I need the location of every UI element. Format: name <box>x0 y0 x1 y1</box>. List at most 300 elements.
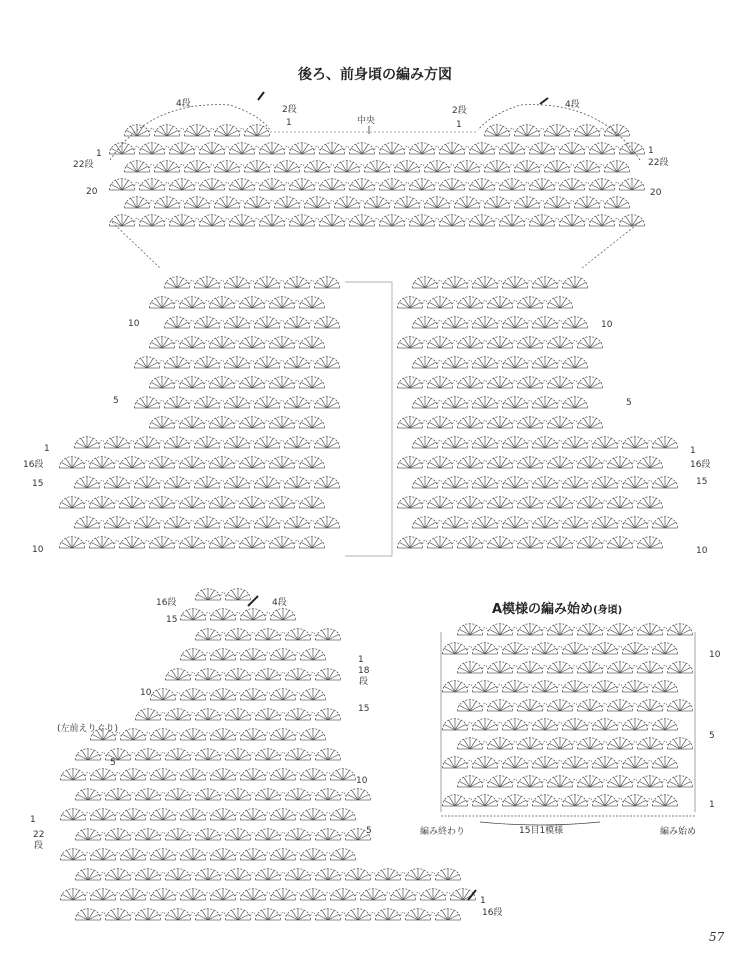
shell-stitch <box>577 337 602 348</box>
chain-stitch <box>130 520 135 524</box>
right-shoulder-arrow-marker <box>540 98 548 104</box>
shell-stitch <box>270 849 295 860</box>
chain-stitch <box>663 779 668 783</box>
shell-stitch <box>300 849 325 860</box>
chain-stitch <box>255 146 260 150</box>
chain-stitch <box>513 703 518 707</box>
chain-stitch <box>603 741 608 745</box>
shell-stitch <box>499 215 524 226</box>
shell-stitch <box>195 709 220 720</box>
chain-stitch <box>270 200 275 204</box>
chain-stitch <box>600 200 605 204</box>
shell-stitch <box>604 125 629 136</box>
chain-stitch <box>663 665 668 669</box>
shell-stitch <box>547 776 572 787</box>
chain-stitch <box>558 400 563 404</box>
shell-stitch <box>472 757 497 768</box>
shell-stitch <box>154 125 179 136</box>
shell-stitch <box>239 297 264 308</box>
chain-stitch <box>191 832 196 836</box>
chain-stitch <box>296 692 301 696</box>
chain-stitch <box>423 460 428 464</box>
chain-stitch <box>420 164 425 168</box>
chain-stitch <box>235 460 240 464</box>
shell-stitch <box>397 537 422 548</box>
shell-stitch <box>240 809 265 820</box>
shell-stitch <box>299 337 324 348</box>
shell-stitch <box>375 909 400 920</box>
shell-stitch <box>499 143 524 154</box>
chain-stitch <box>386 892 391 896</box>
shell-stitch <box>472 357 497 368</box>
chain-stitch <box>438 400 443 404</box>
shell-stitch <box>427 337 452 348</box>
chain-stitch <box>250 320 255 324</box>
chain-stitch <box>220 360 225 364</box>
shell-stitch <box>622 477 647 488</box>
shell-stitch <box>75 829 100 840</box>
chain-stitch <box>438 520 443 524</box>
shell-stitch <box>562 317 587 328</box>
pattern-a-title-note: (身頃) <box>593 605 623 616</box>
shell-stitch <box>179 497 204 508</box>
chain-stitch <box>438 360 443 364</box>
chain-stitch <box>206 812 211 816</box>
shell-stitch <box>457 662 482 673</box>
shell-stitch <box>562 719 587 730</box>
shell-stitch <box>502 277 527 288</box>
shell-stitch <box>547 738 572 749</box>
shell-stitch <box>577 377 602 388</box>
shell-stitch <box>124 197 149 208</box>
shell-stitch <box>379 179 404 190</box>
shell-stitch <box>345 909 370 920</box>
shell-stitch <box>652 517 677 528</box>
shell-stitch <box>652 681 677 692</box>
chain-stitch <box>558 798 563 802</box>
shell-stitch <box>225 829 250 840</box>
shell-stitch <box>169 179 194 190</box>
shell-stitch <box>214 125 239 136</box>
chain-stitch <box>195 218 200 222</box>
shell-stitch <box>199 179 224 190</box>
shell-stitch <box>439 143 464 154</box>
chain-stitch <box>161 752 166 756</box>
chain-stitch <box>250 480 255 484</box>
chain-stitch <box>401 912 406 916</box>
chain-stitch <box>210 200 215 204</box>
shell-stitch <box>109 143 134 154</box>
shell-stitch <box>544 161 569 172</box>
chain-stitch <box>250 520 255 524</box>
shell-stitch <box>154 161 179 172</box>
chain-stitch <box>453 540 458 544</box>
shell-stitch <box>390 889 415 900</box>
chain-stitch <box>265 420 270 424</box>
shell-stitch <box>135 789 160 800</box>
shell-stitch <box>300 729 325 740</box>
shell-stitch <box>439 179 464 190</box>
chain-stitch <box>573 779 578 783</box>
chain-stitch <box>435 146 440 150</box>
shell-stitch <box>319 215 344 226</box>
collar-row-10-right-label: 10 <box>356 776 368 786</box>
chain-stitch <box>266 692 271 696</box>
chain-stitch <box>453 340 458 344</box>
collar-row-16-bottom-label: 16段 <box>482 908 503 918</box>
right-row-5-label: 5 <box>626 398 632 408</box>
chain-stitch <box>588 480 593 484</box>
chain-stitch <box>251 792 256 796</box>
left-row-10-label: 10 <box>128 319 140 329</box>
shell-stitch <box>547 377 572 388</box>
chain-stitch <box>85 540 90 544</box>
shell-stitch <box>514 125 539 136</box>
chain-stitch <box>450 200 455 204</box>
chain-stitch <box>573 540 578 544</box>
chain-stitch <box>558 480 563 484</box>
chain-stitch <box>588 684 593 688</box>
shell-stitch <box>442 681 467 692</box>
chain-stitch <box>311 632 316 636</box>
shell-stitch <box>225 629 250 640</box>
shell-stitch <box>269 417 294 428</box>
shell-stitch <box>487 738 512 749</box>
shell-stitch <box>532 681 557 692</box>
chain-stitch <box>528 646 533 650</box>
collar-row-18-unit-label: 段 <box>359 677 369 687</box>
shell-stitch <box>334 161 359 172</box>
chain-stitch <box>648 760 653 764</box>
chain-stitch <box>101 912 106 916</box>
chain-stitch <box>240 200 245 204</box>
shell-stitch <box>315 669 340 680</box>
chain-stitch <box>250 280 255 284</box>
chain-stitch <box>145 500 150 504</box>
shell-stitch <box>199 143 224 154</box>
chain-stitch <box>296 852 301 856</box>
shell-stitch <box>484 161 509 172</box>
shell-stitch <box>379 143 404 154</box>
shell-stitch <box>120 889 145 900</box>
chain-stitch <box>235 420 240 424</box>
chain-stitch <box>161 872 166 876</box>
shell-stitch <box>457 624 482 635</box>
shell-stitch <box>532 719 557 730</box>
shell-stitch <box>239 457 264 468</box>
chain-stitch <box>543 540 548 544</box>
shell-stitch <box>469 143 494 154</box>
shell-stitch <box>269 337 294 348</box>
chain-stitch <box>528 440 533 444</box>
chain-stitch <box>205 540 210 544</box>
shell-stitch <box>239 337 264 348</box>
chain-stitch <box>210 164 215 168</box>
chain-stitch <box>648 480 653 484</box>
collar-row-18-label: 18 <box>358 666 370 676</box>
shell-stitch <box>652 477 677 488</box>
shell-stitch <box>180 809 205 820</box>
chain-stitch <box>446 892 451 896</box>
chain-stitch <box>220 320 225 324</box>
shell-stitch <box>412 437 437 448</box>
chain-stitch <box>528 684 533 688</box>
shell-stitch <box>577 738 602 749</box>
shell-stitch <box>397 337 422 348</box>
shell-stitch <box>517 776 542 787</box>
shell-stitch <box>180 849 205 860</box>
shell-stitch <box>150 729 175 740</box>
shell-stitch <box>412 357 437 368</box>
shell-stitch <box>105 829 130 840</box>
chain-stitch <box>195 146 200 150</box>
shell-stitch <box>194 397 219 408</box>
chain-stitch <box>528 480 533 484</box>
shell-stitch <box>150 769 175 780</box>
shell-stitch <box>397 417 422 428</box>
shell-stitch <box>604 197 629 208</box>
chain-stitch <box>483 540 488 544</box>
shell-stitch <box>285 749 310 760</box>
chain-stitch <box>573 627 578 631</box>
shell-stitch <box>270 729 295 740</box>
shell-stitch <box>105 869 130 880</box>
shell-stitch <box>299 497 324 508</box>
shell-stitch <box>300 649 325 660</box>
shell-stitch <box>289 143 314 154</box>
chain-stitch <box>281 752 286 756</box>
collar-row-15-right-label: 15 <box>358 704 370 714</box>
collar-row-10-left-label: 10 <box>140 688 152 698</box>
shell-stitch <box>209 297 234 308</box>
left-shoulder-arrow-marker <box>258 92 264 100</box>
chain-stitch <box>540 200 545 204</box>
shell-stitch <box>577 537 602 548</box>
chain-stitch <box>558 760 563 764</box>
shell-stitch <box>532 357 557 368</box>
chain-stitch <box>600 128 605 132</box>
shell-stitch <box>179 457 204 468</box>
shell-stitch <box>254 397 279 408</box>
shell-stitch <box>589 143 614 154</box>
chain-stitch <box>146 772 151 776</box>
chain-stitch <box>558 684 563 688</box>
shell-stitch <box>547 337 572 348</box>
chain-stitch <box>250 400 255 404</box>
shell-stitch <box>90 809 115 820</box>
chain-stitch <box>295 540 300 544</box>
shell-stitch <box>622 719 647 730</box>
chain-stitch <box>206 892 211 896</box>
shell-stitch <box>149 337 174 348</box>
shell-stitch <box>184 125 209 136</box>
chain-stitch <box>225 146 230 150</box>
chain-stitch <box>161 792 166 796</box>
page-number: 57 <box>709 930 725 944</box>
chain-stitch <box>146 732 151 736</box>
shell-stitch <box>210 689 235 700</box>
shell-stitch <box>59 457 84 468</box>
chain-stitch <box>495 218 500 222</box>
shell-stitch <box>397 497 422 508</box>
chain-stitch <box>618 798 623 802</box>
chain-stitch <box>221 712 226 716</box>
shell-stitch <box>562 681 587 692</box>
shell-stitch <box>637 700 662 711</box>
shell-stitch <box>304 161 329 172</box>
chain-stitch <box>390 200 395 204</box>
chain-stitch <box>236 772 241 776</box>
chain-stitch <box>498 722 503 726</box>
shell-stitch <box>577 662 602 673</box>
shell-stitch <box>330 769 355 780</box>
shell-stitch <box>149 497 174 508</box>
chain-stitch <box>296 772 301 776</box>
shell-stitch <box>487 497 512 508</box>
shell-stitch <box>255 909 280 920</box>
shell-stitch <box>619 215 644 226</box>
shell-stitch <box>544 125 569 136</box>
chain-stitch <box>513 540 518 544</box>
shell-stitch <box>255 749 280 760</box>
chain-stitch <box>375 182 380 186</box>
shell-stitch <box>487 537 512 548</box>
shell-stitch <box>285 789 310 800</box>
shell-stitch <box>149 457 174 468</box>
chain-stitch <box>468 798 473 802</box>
left-row-15-label: 15 <box>32 479 44 489</box>
shell-stitch <box>314 397 339 408</box>
chain-stitch <box>588 798 593 802</box>
shell-stitch <box>484 197 509 208</box>
chain-stitch <box>543 741 548 745</box>
shell-stitch <box>135 829 160 840</box>
chain-stitch <box>160 360 165 364</box>
shell-stitch <box>119 457 144 468</box>
chain-stitch <box>371 912 376 916</box>
chain-stitch <box>281 912 286 916</box>
chain-stitch <box>281 832 286 836</box>
chain-stitch <box>438 280 443 284</box>
shell-stitch <box>427 297 452 308</box>
shell-stitch <box>577 417 602 428</box>
chain-stitch <box>356 892 361 896</box>
chain-stitch <box>281 712 286 716</box>
shell-stitch <box>487 377 512 388</box>
shell-stitch <box>165 709 190 720</box>
shell-stitch <box>120 729 145 740</box>
shell-stitch <box>517 662 542 673</box>
chain-stitch <box>280 520 285 524</box>
shell-stitch <box>472 437 497 448</box>
shell-stitch <box>397 457 422 468</box>
shell-stitch <box>502 397 527 408</box>
chain-stitch <box>345 146 350 150</box>
chain-stitch <box>528 798 533 802</box>
shell-stitch <box>164 357 189 368</box>
shell-stitch <box>547 624 572 635</box>
shell-stitch <box>284 317 309 328</box>
shell-stitch <box>442 437 467 448</box>
chain-stitch <box>468 646 473 650</box>
shell-stitch <box>667 738 692 749</box>
chain-stitch <box>131 752 136 756</box>
chain-stitch <box>225 182 230 186</box>
shell-stitch <box>315 709 340 720</box>
chain-stitch <box>603 703 608 707</box>
chain-stitch <box>265 460 270 464</box>
chain-stitch <box>206 612 211 616</box>
shell-stitch <box>532 643 557 654</box>
shell-stitch <box>592 643 617 654</box>
chain-stitch <box>311 792 316 796</box>
chain-stitch <box>235 380 240 384</box>
chain-stitch <box>266 772 271 776</box>
shell-stitch <box>60 889 85 900</box>
left-row-1-low-label: 1 <box>44 444 50 454</box>
chain-stitch <box>498 798 503 802</box>
chain-stitch <box>498 360 503 364</box>
shell-stitch <box>304 197 329 208</box>
shell-stitch <box>135 869 160 880</box>
chain-stitch <box>180 200 185 204</box>
shell-stitch <box>349 215 374 226</box>
shell-stitch <box>334 197 359 208</box>
chain-stitch <box>250 360 255 364</box>
shell-stitch <box>562 517 587 528</box>
chain-stitch <box>540 164 545 168</box>
shell-stitch <box>75 789 100 800</box>
shell-stitch <box>225 789 250 800</box>
shell-stitch <box>442 757 467 768</box>
chain-stitch <box>206 652 211 656</box>
shell-stitch <box>574 161 599 172</box>
chain-stitch <box>573 340 578 344</box>
chain-stitch <box>618 722 623 726</box>
shell-stitch <box>435 869 460 880</box>
chain-stitch <box>543 627 548 631</box>
right-inner-row-1-label: 1 <box>456 120 462 130</box>
chain-stitch <box>480 164 485 168</box>
chain-stitch <box>663 627 668 631</box>
shell-stitch <box>472 477 497 488</box>
shell-stitch <box>195 629 220 640</box>
shell-stitch <box>592 795 617 806</box>
chain-stitch <box>160 520 165 524</box>
shell-stitch <box>105 789 130 800</box>
shell-stitch <box>412 477 437 488</box>
chain-stitch <box>498 440 503 444</box>
shell-stitch <box>514 197 539 208</box>
chain-stitch <box>483 703 488 707</box>
shell-stitch <box>517 537 542 548</box>
chain-stitch <box>543 703 548 707</box>
chain-stitch <box>450 164 455 168</box>
chain-stitch <box>190 440 195 444</box>
chain-stitch <box>468 760 473 764</box>
chain-stitch <box>160 440 165 444</box>
shell-stitch <box>469 215 494 226</box>
chain-stitch <box>280 440 285 444</box>
shell-stitch <box>364 197 389 208</box>
shell-stitch <box>607 662 632 673</box>
shell-stitch <box>134 357 159 368</box>
shell-stitch <box>149 537 174 548</box>
shell-stitch <box>577 776 602 787</box>
shell-stitch <box>284 397 309 408</box>
shell-stitch <box>457 738 482 749</box>
shell-stitch <box>209 377 234 388</box>
